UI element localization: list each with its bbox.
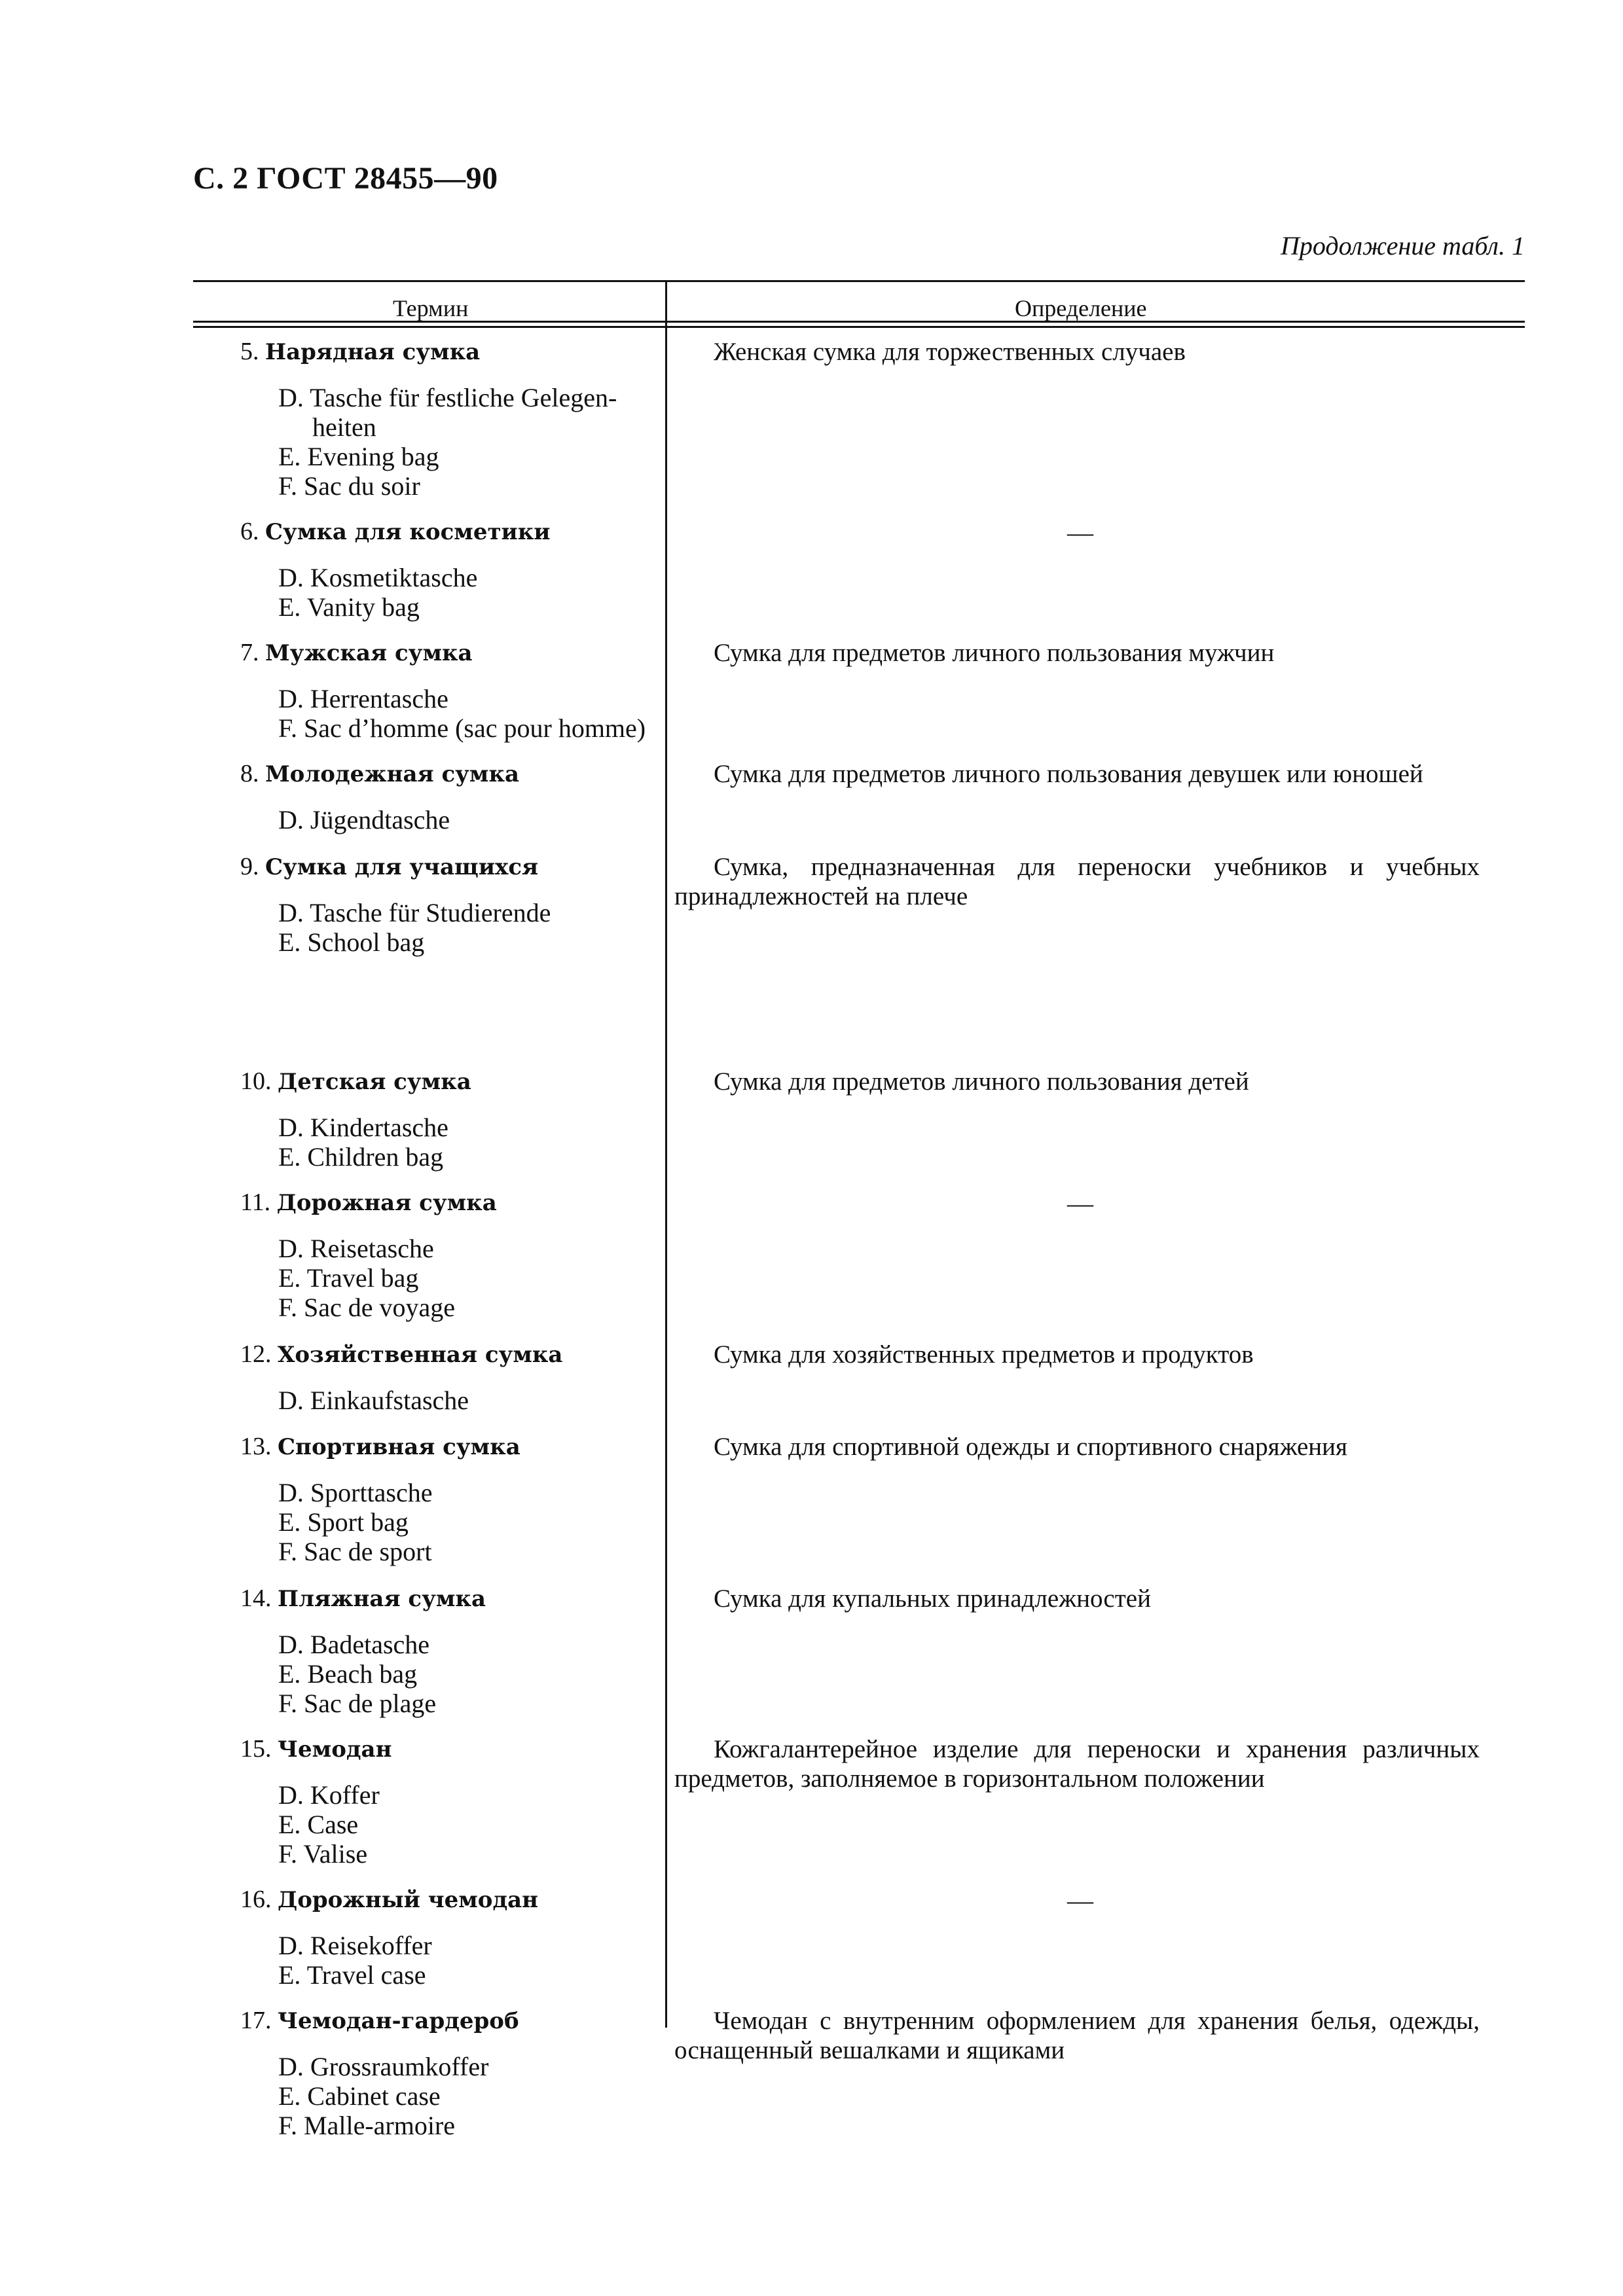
term-number: 11. — [240, 1189, 271, 1216]
table-continuation-note: Продолжение табл. 1 — [1280, 231, 1525, 260]
equivalent-line: D. Kosmetiktasche — [278, 563, 478, 592]
table-column-divider — [665, 280, 667, 2028]
term-number: 9. — [240, 853, 259, 880]
definition-absent-dash: — — [1067, 1189, 1093, 1218]
foreign-equivalents — [278, 805, 450, 834]
equivalent-line: E. Evening bag — [278, 442, 439, 471]
definition-text: Сумка для предметов личного пользования мужчин — [714, 639, 1275, 667]
equivalent-line: D. Einkaufstasche — [278, 1386, 469, 1415]
equivalent-line: F. Sac du soir — [278, 471, 420, 501]
term-name: Спортивная сумка — [278, 1434, 520, 1460]
equivalent-line: D. Reisetasche — [278, 1234, 434, 1263]
equivalent-line: E. Children bag — [278, 1142, 444, 1172]
page-header: С. 2 ГОСТ 28455—90 — [193, 161, 498, 196]
term-name: Нарядная сумка — [265, 339, 481, 365]
equivalent-line: D. Herrentasche — [278, 684, 448, 713]
foreign-equivalents — [278, 1630, 436, 1718]
term-heading — [240, 1188, 497, 1217]
term-heading — [240, 1340, 562, 1369]
equivalent-line: D. Grossraumkoffer — [278, 2052, 489, 2081]
term-heading — [240, 517, 551, 546]
definition-absent-dash: — — [1067, 1886, 1093, 1915]
term-name: Дорожная сумка — [276, 1190, 497, 1216]
equivalent-line: E. Travel bag — [278, 1263, 419, 1293]
term-heading — [240, 1432, 520, 1461]
foreign-equivalents — [278, 1931, 432, 1990]
equivalent-line: heiten — [312, 412, 376, 442]
equivalent-line: D. Jügendtasche — [278, 805, 450, 834]
equivalent-line: E. Vanity bag — [278, 592, 420, 622]
term-heading — [240, 1734, 392, 1763]
term-heading — [240, 2006, 519, 2035]
term-heading — [240, 337, 480, 366]
equivalent-line: E. School bag — [278, 927, 425, 957]
table-top-rule — [193, 280, 1525, 282]
term-number: 16. — [240, 1886, 272, 1913]
term-name: Дорожный чемодан — [278, 1887, 539, 1913]
equivalent-line: D. Koffer — [278, 1780, 380, 1810]
equivalent-line: F. Sac d’homme (sac pour homme) — [278, 713, 646, 743]
term-number: 7. — [240, 639, 259, 666]
foreign-equivalents — [278, 2052, 488, 2140]
term-name: Хозяйственная сумка — [278, 1342, 563, 1368]
definition-text: Сумка для предметов личного пользования девушек или юношей — [714, 760, 1423, 788]
term-number: 17. — [240, 2007, 272, 2034]
definition-text: Сумка, предназначенная для переноски учебников и учебных принадлежностей на плече — [674, 853, 1480, 910]
equivalent-line: F. Sac de sport — [278, 1537, 432, 1566]
term-heading — [240, 759, 519, 788]
term-name: Пляжная сумка — [278, 1586, 486, 1612]
equivalent-line: D. Sporttasche — [278, 1478, 433, 1507]
term-name: Молодежная сумка — [265, 761, 520, 787]
definition-text: Сумка для спортивной одежды и спортивного снаряжения — [714, 1433, 1347, 1461]
term-name: Чемодан — [278, 1736, 392, 1763]
foreign-equivalents — [278, 898, 551, 957]
term-name: Чемодан-гардероб — [278, 2008, 519, 2034]
term-name: Детская сумка — [278, 1069, 471, 1095]
term-number: 12. — [240, 1340, 272, 1368]
foreign-equivalents — [278, 1386, 469, 1415]
equivalent-line: E. Sport bag — [278, 1507, 409, 1537]
definition-text: Чемодан с внутренним оформлением для хранения белья, одежды, оснащенный вешалками и ящиками — [674, 2007, 1480, 2064]
column-header-definition: Определение — [1015, 295, 1147, 321]
foreign-equivalents — [278, 1113, 448, 1172]
term-name: Мужская сумка — [265, 640, 473, 666]
equivalent-line: E. Travel case — [278, 1960, 426, 1990]
equivalent-line: F. Sac de plage — [278, 1689, 437, 1718]
term-heading — [240, 1584, 486, 1613]
foreign-equivalents — [278, 1234, 455, 1322]
equivalent-line: F. Malle-armoire — [278, 2111, 456, 2140]
term-heading — [240, 1885, 538, 1914]
definition-text: Сумка для хозяйственных предметов и продуктов — [714, 1340, 1254, 1369]
term-number: 10. — [240, 1067, 272, 1095]
foreign-equivalents — [278, 684, 646, 743]
foreign-equivalents — [278, 383, 617, 501]
equivalent-line: D. Tasche für Studierende — [278, 898, 551, 927]
equivalent-line: E. Case — [278, 1810, 359, 1839]
foreign-equivalents — [278, 1780, 380, 1869]
term-heading — [240, 852, 538, 881]
term-number: 15. — [240, 1735, 272, 1763]
column-header-term: Термин — [393, 295, 469, 321]
equivalent-line: F. Valise — [278, 1839, 368, 1869]
term-number: 5. — [240, 338, 259, 365]
definition-absent-dash: — — [1067, 518, 1093, 547]
term-name: Сумка для учащихся — [265, 854, 539, 880]
equivalent-line: D. Kindertasche — [278, 1113, 448, 1142]
term-number: 8. — [240, 760, 259, 787]
equivalent-line: F. Sac de voyage — [278, 1293, 456, 1322]
definition-text: Кожгалантерейное изделие для переноски и хранения различных предметов, заполняемое в горизонтальном положении — [674, 1735, 1480, 1793]
term-number: 14. — [240, 1585, 272, 1612]
term-number: 6. — [240, 518, 259, 545]
equivalent-line: E. Cabinet case — [278, 2081, 441, 2111]
term-name: Сумка для косметики — [265, 519, 551, 545]
definition-text: Сумка для купальных принадлежностей — [714, 1585, 1151, 1613]
equivalent-line: D. Tasche für festliche Gelegen- — [278, 383, 617, 412]
foreign-equivalents — [278, 1478, 433, 1566]
definition-text: Сумка для предметов личного пользования детей — [714, 1067, 1249, 1096]
equivalent-line: D. Reisekoffer — [278, 1931, 432, 1960]
term-heading — [240, 638, 473, 667]
definition-text: Женская сумка для торжественных случаев — [714, 338, 1186, 366]
equivalent-line: D. Badetasche — [278, 1630, 430, 1659]
term-heading — [240, 1067, 471, 1096]
equivalent-line: E. Beach bag — [278, 1659, 418, 1689]
foreign-equivalents — [278, 563, 477, 622]
term-number: 13. — [240, 1433, 272, 1460]
table-header-rule-double — [193, 326, 1525, 328]
